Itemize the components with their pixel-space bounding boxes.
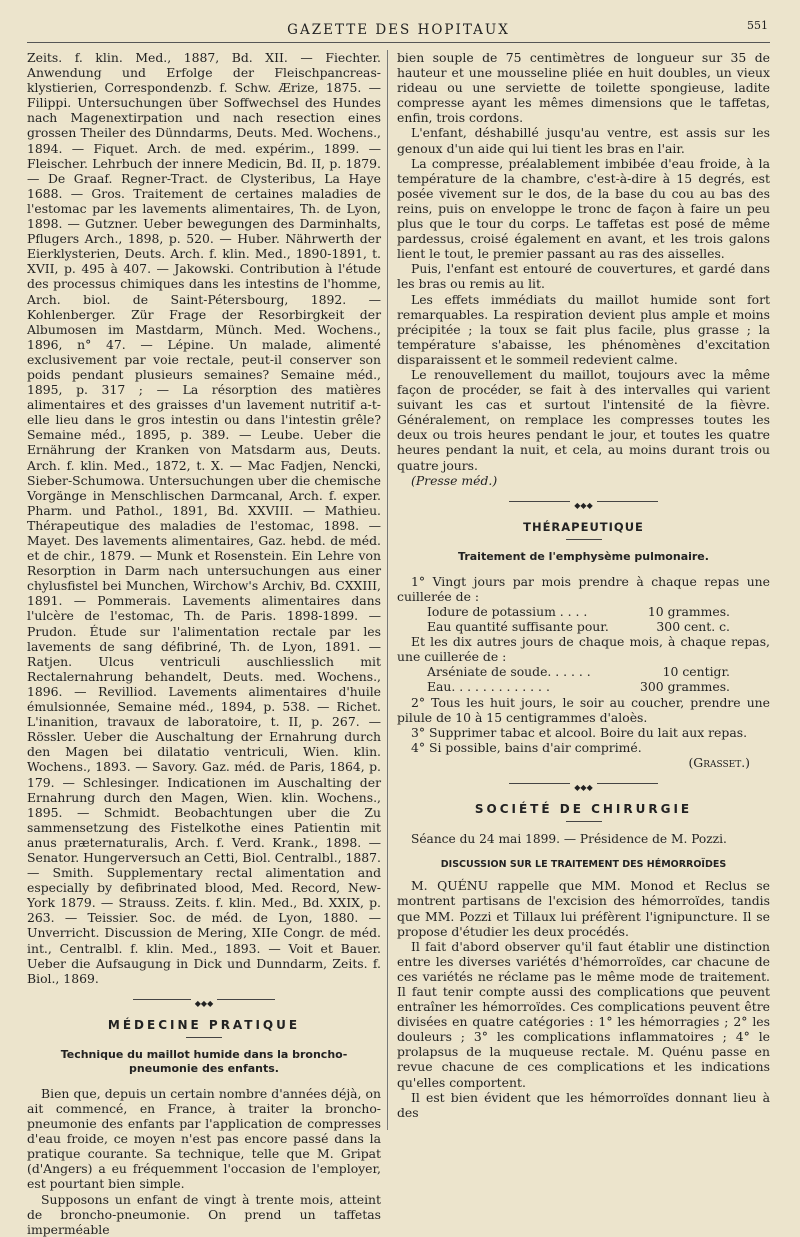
bibliography-references: Zeits. f. klin. Med., 1887, Bd. XII. — Fiechter. Anwendung und Erfolge der Fleischpancreas-klystierien, Correspondenzb. f. Schw. Ærize, 1875. — Filippi. Untersuchungen über Soffwechsel des Hundes nach Magenextirpation und nach resection eines grossen Theiler des Dünndarms, Deuts. Med. Wochens., 1894. — Fiquet. Arch. de med. expérim., 1899. — Fleischer. Lehrbuch der innere Medicin, Bd. II, p. 1879. — De Graaf. Regner-Tract. de Clysteribus, La Haye 1688. — Gros. Traitement de certaines maladies de l'estomac par les lavements alimentaires, Th. de Lyon, 1898. — Gutzner. Ueber bewegungen des Darminhalts, Pflugers Arch., 1898, p. 520. — Huber. Nährwerth der Eierklysterien, Deuts. Arch. f. klin. Med., 1890-1891, t. XVII, p. 495 à 407. — Jakowski. Contribution à l'étude des processus chimiques dans les intestins de l'homme, Arch. biol. de Saint-Pétersbourg, 1892. — Kohlenberger. Zür Frage der Resorbirgkeit der Albumosen im Mastdarm, Münch. Med. Wochens., 1896, n° 47. — Lépine. Un malade, alimenté exclusivement par voie rectale, peut-il conserver son poids pendant plusieurs semaines? Semaine méd., 1895, p. 317 ; — La résorption des matières alimentaires et des graisses d'un lavement nutritif a-t-elle lieu dans le gros intestin ou dans l'intestin grêle? Semaine méd., 1895, p. 389. — Leube. Ueber die Ernährung der Kranken von Matsdarm aus, Deuts. Arch. f. klin. Med., 1872, t. X. — Mac Fadjen, Nencki, Sieber-Schumowa. Untersuchungen uber die chemische Vorgänge in Menschlischen Darmcanal, Arch. f. exper. Pharm. und Pathol., 1891, Bd. XXVIII. — Mathieu. Thérapeutique des maladies de l'estomac, 1898. — Mayet. Des lavements alimentaires, Gaz. hebd. de méd. et de chir., 1879. — Munk et Rosenstein. Ein Lehre von Resorption in Darm nach untersuchungen aus einer chylusfistel bei Munchen, Wirchow's Archiv, Bd. CXXIII, 1891. — Pommerais. Lavements alimentaires dans l'ulcère de l'estomac, Th. de Paris. 1898-1899. — Prudon. Étude sur l'alimentation rectale par les lavements de sang défibriné, Th. de Lyon, 1891. — Ratjen. Ulcus ventriculi auschliesslich mit Rectalernahrung behandelt, Deuts. med. Wochens., 1896. — Revilliod. Lavements alimentaires d'huile émulsionnée, Semaine méd., 1894, p. 538. — Richet. L'inanition, travaux de laboratoire, t. II, p. 267. — Rössler. Ueber die Auschaltung der Ernahrung durch den Magen bei dilatatio ventriculi, Wien. klin. Wochens., 1893. — Savory. Gaz. méd. de Paris, 1864, p. 179. — Schlesinger. Indicationen im Auschalting der Ernahrung durch den Magen, Wien. klin. Wochens., 1895. — Schmidt. Beobachtungen uber die Zu sammensetzung des Fistelkothe eines Patientin mit anus præternaturalis, Arch. f. Verd. Krank., 1898. — Senator. Hungerversuch an Cetti, Biol. Centralbl., 1887. — Smith. Supplementary rectal alimentation and especially by defibrinated blood, Med. Record, New-York 1879. — Strauss. Zeits. f. klin. Med., Bd. XXIX, p. 263. — Teissier. Soc. de méd. de Lyon, 1880. — Unverricht. Discussion de Mering, XIIe Congr. de méd. int., Centralbl. f. klin. Med., 1893. — Voit et Bauer. Ueber die Aufsaugung in Dick und Dunndarm, Zeits. f. Biol., 1869. (27, 50, 381, 986)
column-divider (387, 50, 388, 1130)
section-title-medecine: MÉDECINE PRATIQUE (107, 1017, 301, 1032)
recipe-intro: 1° Vingt jours par mois prendre à chaque repas une cuillerée de : (397, 573, 770, 604)
paragraph: Les effets immédiats du maillot humide sont fort remarquables. La respiration devient plus ample et moins précipitée ; la toux se fait plus facile, plus grasse ; la température s'abaisse, les phénomènes d'excitation disparaissent et le sommeil redevient calme. (397, 291, 770, 367)
right-column (397, 50, 770, 1120)
treatment-step: 2° Tous les huit jours, le soir au coucher, prendre une pilule de 10 à 15 centigrammes d'aloès. (397, 694, 770, 725)
paragraph: Supposons un enfant de vingt à trente mois, atteint de broncho-pneumonie. On prend un taffetas imperméable (27, 1191, 381, 1237)
recipe-intro: Et les dix autres jours de chaque mois, à chaque repas, une cuillerée de : (397, 634, 770, 665)
paragraph: Puis, l'enfant est entouré de couvertures, et gardé dans les bras ou remis au lit. (397, 261, 770, 292)
recipe-line: Arséniate de soude. . . . . . 10 centigr. (427, 664, 730, 680)
page-header (27, 18, 770, 43)
article-title-maillot: Technique du maillot humide dans la broncho-pneumonie des enfants. (60, 1047, 348, 1075)
author-signature: (Grasset.) (688, 754, 750, 770)
page-number: 551 (747, 19, 768, 32)
paragraph: Le renouvellement du maillot, toujours avec la même façon de procéder, se fait à des intervalles qui varient suivant les cas et surtout l'intensité de la fièvre. Généralement, on remplace les compresses toutes les deux ou trois heures pendant le jour, et toutes les quatre heures pendant la nuit, et cela, au moins durant trois ou quatre jours. (397, 366, 770, 473)
treatment-step: 4° Si possible, bains d'air comprimé. (411, 739, 642, 755)
discussion-title: DISCUSSION SUR LE TRAITEMENT DES HÉMORROÏDES (440, 859, 727, 871)
title-rule (566, 821, 602, 822)
paragraph: Il fait d'abord observer qu'il faut établir une distinction entre les diverses variétés d'hémorroïdes, car chacune de ces variétés ne réclame pas le même mode de traitement. Il faut tenir compte aussi des complications que peuvent entraîner les hémorroïdes. Ces complications peuvent être divisées en quatre catégories : 1° les hémorragies ; 2° les douleurs ; 3° les complications inflammatoires ; 4° le prolapsus de la muqueuse rectale. M. Quénu passe en revue chacune de ces complications et les indications qu'elles comportent. (397, 938, 770, 1090)
section-title-therapeutique: THÉRAPEUTIQUE (523, 519, 644, 534)
ornament-divider: ◆◆◆ (397, 778, 770, 788)
recipe-line: Iodure de potassium . . . . 10 grammes. (427, 604, 730, 619)
title-rule (566, 539, 602, 540)
left-column (27, 50, 381, 1237)
title-rule (186, 1037, 222, 1038)
source-citation: (Presse méd.) (411, 472, 498, 488)
treatment-step: 3° Supprimer tabac et alcool. Boire du lait aux repas. (411, 724, 748, 740)
recipe-line: Eau. . . . . . . . . . . . . 300 grammes. (427, 679, 730, 695)
paragraph: bien souple de 75 centimètres de longueur sur 35 de hauteur et une mousseline pliée en huit doubles, un vieux rideau ou une serviette de toilette spongieuse, ladite compresse ayant les mêmes dimensions que le taffetas, enfin, trois cordons. (397, 50, 770, 126)
section-title-societe: SOCIÉTÉ DE CHIRURGIE (474, 802, 693, 817)
article-title-emphyseme: Traitement de l'emphysème pulmonaire. (458, 549, 709, 563)
paragraph: Bien que, depuis un certain nombre d'années déjà, on ait commencé, en France, à traiter la broncho-pneumonie des enfants par l'application de compresses d'eau froide, ce moyen n'est pas encore passé dans la pratique courante. Sa technique, telle que M. Gripat (d'Angers) a eu fréquemment l'occasion de l'employer, est pourtant bien simple. (27, 1085, 381, 1192)
journal-title: GAZETTE DES HOPITAUX (287, 22, 510, 38)
ornament-divider: ◆◆◆ (397, 496, 770, 506)
meeting-info: Séance du 24 mai 1899. — Présidence de M. Pozzi. (411, 832, 727, 847)
paragraph: M. QUÉNU rappelle que MM. Monod et Reclus se montrent partisans de l'excision des hémorroïdes, tandis que MM. Pozzi et Tillaux lui préfèrent l'ignipuncture. Il se propose d'étudier les deux procédés. (397, 878, 770, 939)
paragraph: Il est bien évident que les hémorroïdes donnant lieu à des (397, 1089, 770, 1120)
paragraph: La compresse, préalablement imbibée d'eau froide, à la température de la chambre, c'est-à-dire à 15 degrés, est posée vivement sur le dos, de la base du cou au bas des reins, puis on enveloppe le tronc de façon à faire un peu plus que le tour du corps. Le taffetas est posé de même pardessus, croisé également en avant, et les trois galons lient le tout, le premier passant au ras des aisselles. (397, 155, 770, 262)
recipe-line: Eau quantité suffisante pour. 300 cent. c. (427, 619, 730, 635)
paragraph: L'enfant, déshabillé jusqu'au ventre, est assis sur les genoux d'un aide qui lui tient les bras en l'air. (397, 125, 770, 156)
ornament-divider: ◆◆◆ (27, 994, 381, 1004)
